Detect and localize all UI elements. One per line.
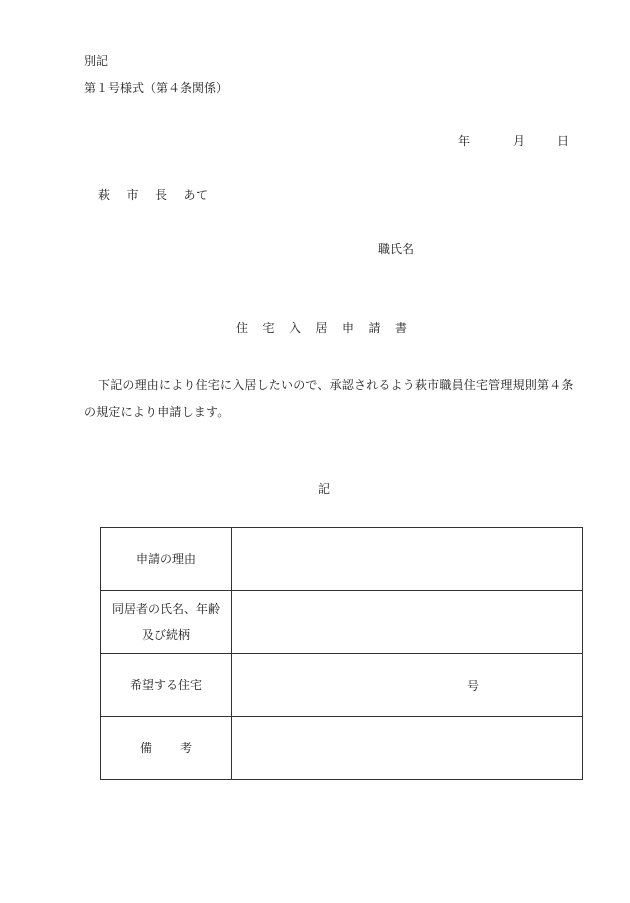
date-line [458,132,569,149]
cohabitants-field[interactable] [232,591,583,654]
appendix-label: 別記 [84,54,109,68]
body-paragraph: 下記の理由により住宅に入居したいので、承認されるよう萩市職員住宅管理規則第４条の規定により申請します。 [84,378,574,419]
table-row [101,591,583,654]
desired-housing-field[interactable] [232,654,583,717]
table-row [101,528,583,591]
cohabitants-label [101,591,232,654]
form-number: 第１号様式（第４条関係） [84,81,229,95]
addressee-suffix: あて [183,188,209,202]
signer-label: 職氏名 [378,242,415,256]
table-row [101,654,583,717]
housing-number-suffix: 号 [467,678,480,693]
remarks-label [101,717,232,780]
addressee-title: 長 [155,188,168,202]
addressee-city: 萩 [98,188,111,202]
desired-housing-label: 希望する住宅 [101,654,232,717]
addressee-city2: 市 [126,188,140,202]
day-label: 日 [557,134,570,148]
month-label: 月 [513,134,526,148]
cohabitants-label-line1: 同居者の氏名、年齢 [111,602,220,616]
remarks-field[interactable] [232,717,583,780]
application-table [100,527,583,780]
table-row [101,717,583,780]
reason-label: 申請の理由 [101,528,232,591]
remarks-label-text: 備考 [139,741,220,755]
document-title: 住宅入居申請書 [236,321,422,335]
cohabitants-label-line2: 及び続柄 [141,628,190,642]
reason-field[interactable] [232,528,583,591]
year-label: 年 [458,134,471,148]
ki-label: 記 [318,482,331,496]
addressee [98,186,209,203]
